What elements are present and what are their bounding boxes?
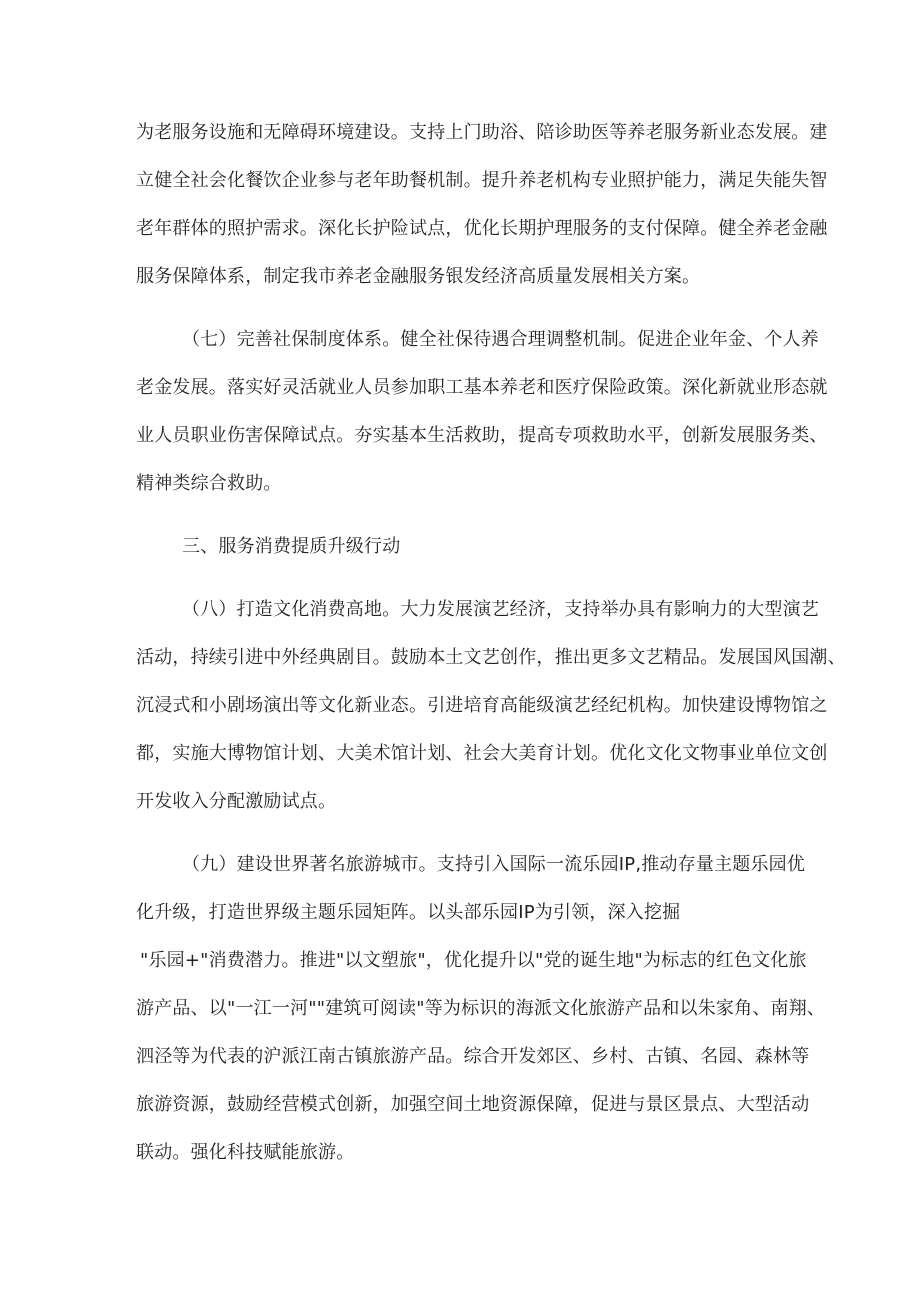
paragraph-9-line: 泗泾等为代表的沪派江南古镇旅游产品。综合开发郊区、乡村、古镇、名园、森林等: [136, 1046, 810, 1067]
paragraph-9-line: 化升级，打造世界级主题乐园矩阵。以头部乐园IP为引领，深入挖掘: [136, 902, 681, 923]
paragraph-8-line: 开发收入分配激励试点。: [136, 791, 337, 812]
paragraph-9-line: （九）建设世界著名旅游城市。支持引入国际一流乐园IP,推动存量主题乐园优: [182, 854, 806, 875]
paragraph-8-line: 沉浸式和小剧场演出等文化新业态。引进培育高能级演艺经纪机构。加快建设博物馆之: [136, 695, 828, 716]
paragraph-continued-line: 立健全社会化餐饮企业参与老年助餐机制。提升养老机构专业照护能力，满足失能失智: [136, 170, 828, 191]
section-heading: 三、服务消费提质升级行动: [182, 536, 401, 557]
paragraph-continued-line: 老年群体的照护需求。深化长护险试点，优化长期护理服务的支付保障。健全养老金融: [136, 218, 828, 239]
paragraph-7-line: 精神类综合救助。: [136, 473, 282, 494]
paragraph-9-line: 游产品、以"一江一河""建筑可阅读"等为标识的海派文化旅游产品和以朱家角、南翔、: [136, 998, 826, 1019]
paragraph-continued-line: 服务保障体系，制定我市养老金融服务银发经济高质量发展相关方案。: [136, 266, 701, 287]
paragraph-8-line: （八）打造文化消费高地。大力发展演艺经济，支持举办具有影响力的大型演艺: [182, 599, 819, 620]
paragraph-9-line: 联动。强化科技赋能旅游。: [136, 1142, 355, 1163]
paragraph-8-line: 活动，持续引进中外经典剧目。鼓励本土文艺创作，推出更多文艺精品。发展国风国潮、: [136, 647, 846, 668]
paragraph-9-line: "乐园+"消费潜力。推进"以文塑旅"，优化提升以"党的诞生地"为标志的红色文化旅: [140, 950, 807, 971]
paragraph-continued-line: 为老服务设施和无障碍环境建设。支持上门助浴、陪诊助医等养老服务新业态发展。建: [136, 122, 828, 143]
paragraph-7-line: 业人员职业伤害保障试点。夯实基本生活救助，提高专项救助水平，创新发展服务类、: [136, 425, 828, 446]
paragraph-7-line: 老金发展。落实好灵活就业人员参加职工基本养老和医疗保险政策。深化新就业形态就: [136, 377, 828, 398]
paragraph-8-line: 都，实施大博物馆计划、大美术馆计划、社会大美育计划。优化文化文物事业单位文创: [136, 743, 828, 764]
paragraph-9-line: 旅游资源，鼓励经营模式创新，加强空间土地资源保障，促进与景区景点、大型活动: [136, 1094, 810, 1115]
paragraph-7-line: （七）完善社保制度体系。健全社保待遇合理调整机制。促进企业年金、个人养: [182, 329, 819, 350]
